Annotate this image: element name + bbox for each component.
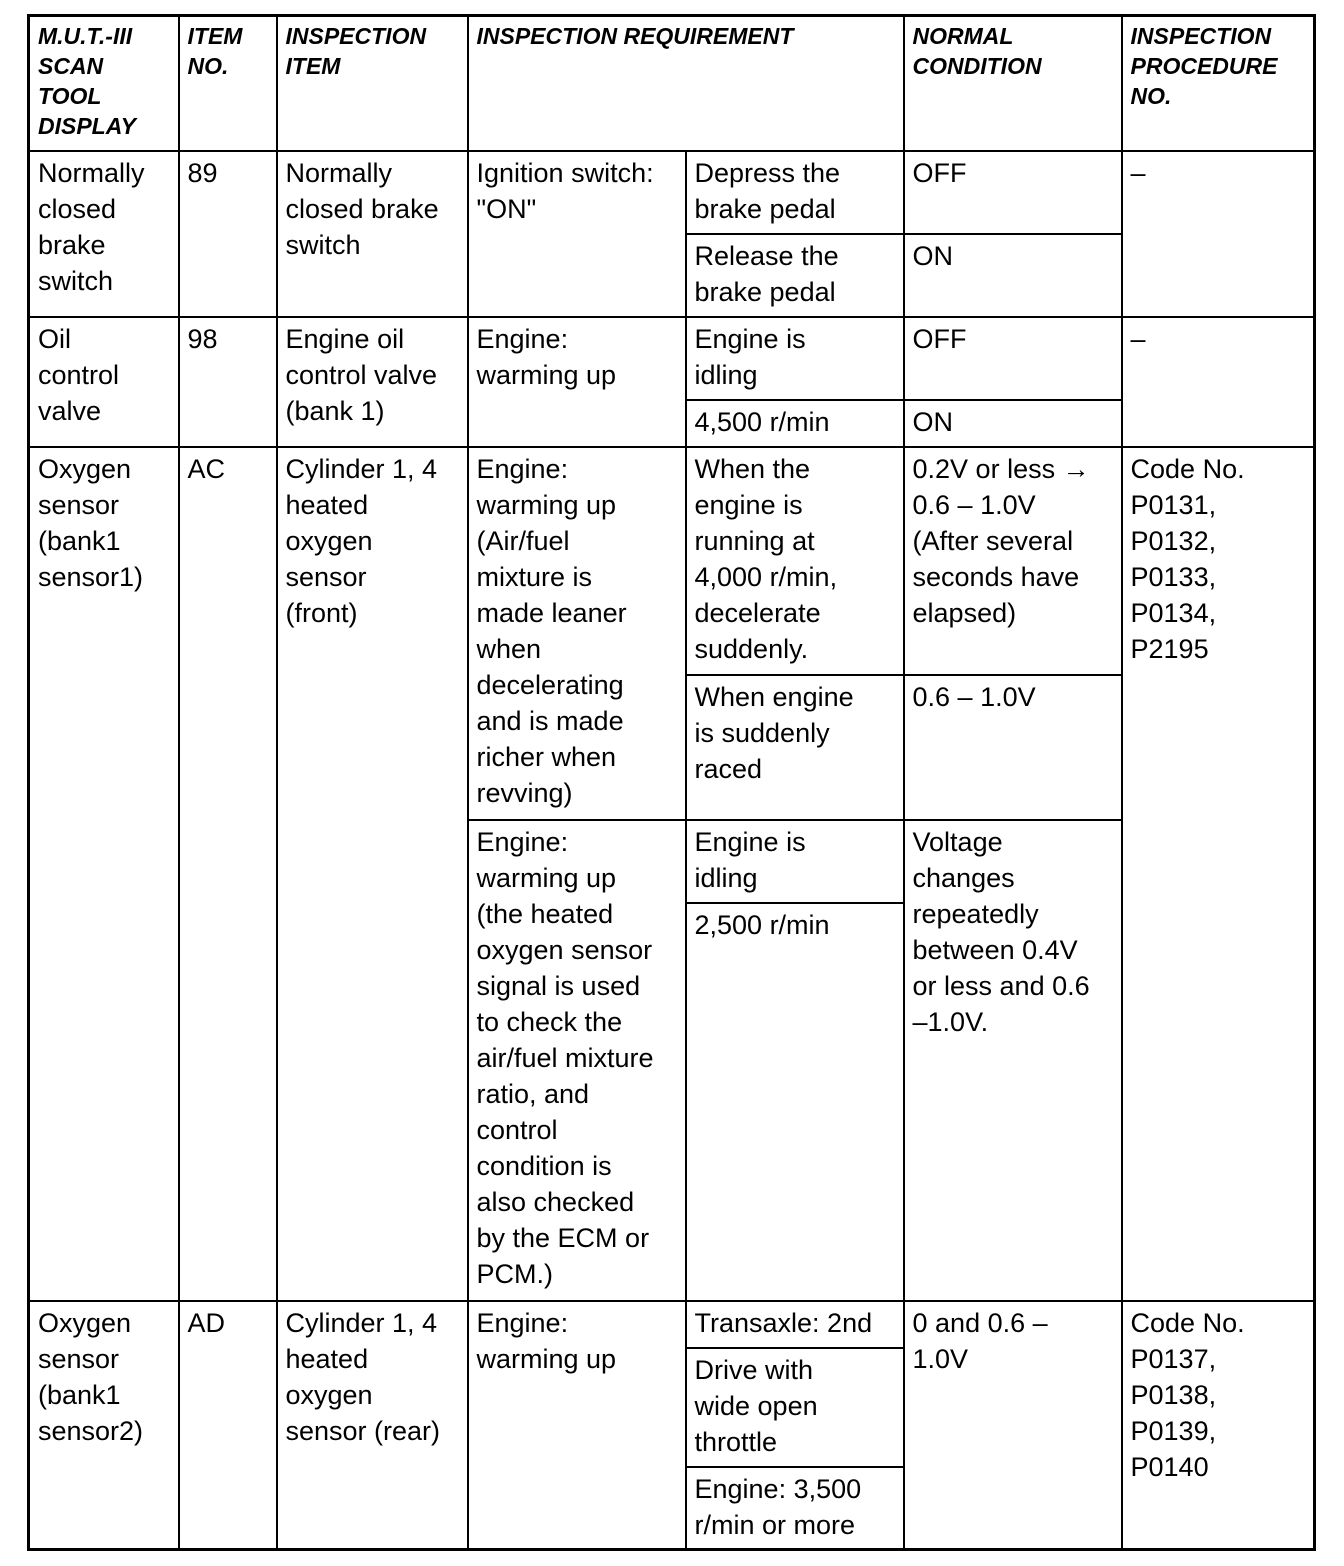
cell-normal: ON <box>904 400 1122 447</box>
cell-normal: 0.6 – 1.0V <box>904 675 1122 820</box>
header-row <box>29 16 1315 151</box>
cell-normal: ON <box>904 234 1122 317</box>
header-procedure: INSPECTION PROCEDURE NO. <box>1122 16 1315 151</box>
cell-procedure: – <box>1122 151 1315 317</box>
cell-condition-detail: Drive with wide open throttle <box>686 1348 904 1467</box>
table-row <box>29 151 1315 234</box>
cell-item-no: AC <box>179 447 277 1301</box>
cell-requirement: Engine: warming up <box>468 1301 686 1550</box>
cell-condition-detail: Engine: 3,500 r/min or more <box>686 1467 904 1550</box>
cell-procedure: – <box>1122 317 1315 447</box>
cell-condition-detail: Engine is idling <box>686 317 904 400</box>
header-requirement: INSPECTION REQUIREMENT <box>468 16 904 151</box>
cell-condition-detail: When the engine is running at 4,000 r/min, decelerate suddenly. <box>686 447 904 675</box>
table-row <box>29 317 1315 400</box>
cell-item-no: 89 <box>179 151 277 317</box>
cell-procedure: Code No. P0131, P0132, P0133, P0134, P2195 <box>1122 447 1315 1301</box>
cell-requirement: Engine: warming up (Air/fuel mixture is made leaner when decelerating and is made richer when revving) <box>468 447 686 820</box>
cell-requirement: Engine: warming up <box>468 317 686 447</box>
cell-display: Normally closed brake switch <box>29 151 179 317</box>
header-display: M.U.T.-III SCAN TOOL DISPLAY <box>29 16 179 151</box>
table-row <box>29 1301 1315 1348</box>
cell-display: Oil control valve <box>29 317 179 447</box>
header-normal-condition: NORMAL CONDITION <box>904 16 1122 151</box>
cell-requirement: Engine: warming up (the heated oxygen sensor signal is used to check the air/fuel mixture ratio, and control condition is also checked by the ECM or PCM.) <box>468 820 686 1301</box>
cell-item-no: AD <box>179 1301 277 1550</box>
cell-normal: OFF <box>904 317 1122 400</box>
cell-normal: OFF <box>904 151 1122 234</box>
cell-item: Cylinder 1, 4 heated oxygen sensor (front) <box>277 447 468 1301</box>
header-item: INSPECTION ITEM <box>277 16 468 151</box>
cell-condition-detail: Engine is idling <box>686 820 904 903</box>
cell-condition-detail: 4,500 r/min <box>686 400 904 447</box>
table-row <box>29 447 1315 675</box>
inspection-table <box>27 14 1316 1551</box>
cell-item: Engine oil control valve (bank 1) <box>277 317 468 447</box>
cell-procedure: Code No. P0137, P0138, P0139, P0140 <box>1122 1301 1315 1550</box>
cell-requirement: Ignition switch: "ON" <box>468 151 686 317</box>
cell-condition-detail: Release the brake pedal <box>686 234 904 317</box>
header-item-no: ITEM NO. <box>179 16 277 151</box>
cell-condition-detail: 2,500 r/min <box>686 903 904 1301</box>
cell-condition-detail: When engine is suddenly raced <box>686 675 904 820</box>
cell-item: Cylinder 1, 4 heated oxygen sensor (rear) <box>277 1301 468 1550</box>
cell-normal: 0.2V or less → 0.6 – 1.0V (After several seconds have elapsed) <box>904 447 1122 675</box>
cell-display: Oxygen sensor (bank1 sensor1) <box>29 447 179 1301</box>
cell-item: Normally closed brake switch <box>277 151 468 317</box>
cell-condition-detail: Depress the brake pedal <box>686 151 904 234</box>
cell-condition-detail: Transaxle: 2nd <box>686 1301 904 1348</box>
cell-normal: 0 and 0.6 – 1.0V <box>904 1301 1122 1550</box>
cell-display: Oxygen sensor (bank1 sensor2) <box>29 1301 179 1550</box>
cell-item-no: 98 <box>179 317 277 447</box>
cell-normal: Voltage changes repeatedly between 0.4V or less and 0.6 –1.0V. <box>904 820 1122 1301</box>
